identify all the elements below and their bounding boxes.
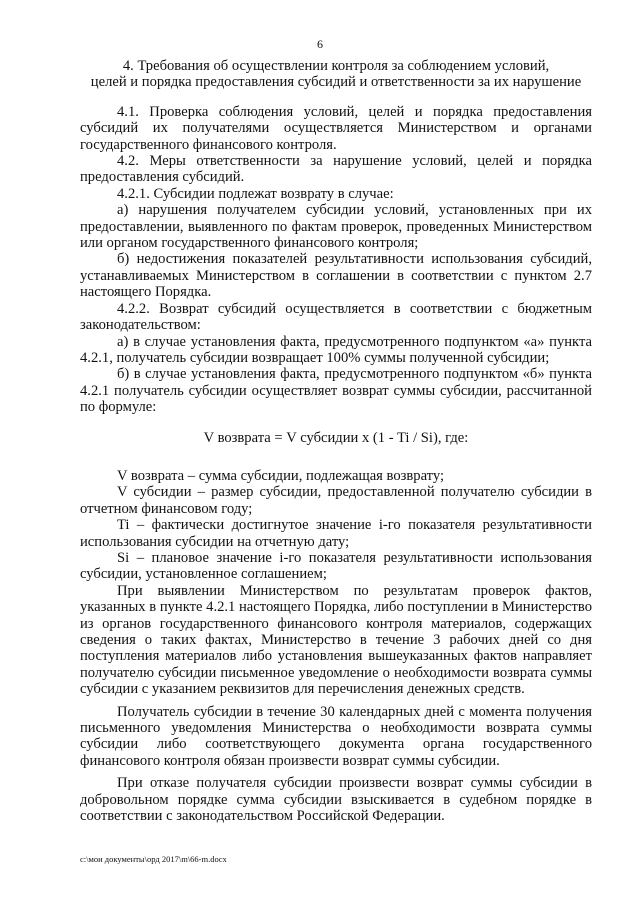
definition-si: Si – плановое значение i-го показателя результативности использования субсидии, установленное соглашением; bbox=[80, 549, 592, 583]
definition-ti: Ti – фактически достигнутое значение i-го показателя результативности использования субсидии на отчетную дату; bbox=[80, 517, 592, 550]
paragraph-notification: При выявлении Министерством по результатам проверок фактов, указанных в пункте 4.2.1 настоящего Порядка, либо поступлении в Министерство из органов государственного финансового контроля материалов, содержащих сведения о таких фактах, Министерство в течение 3 рабочих дней со дня поступления материалов либо установления вышеуказанных фактов направляет получателю субсидии письменное уведомление о необходимости возврата суммы субсидии с указанием реквизитов для перечисления денежных средств. bbox=[80, 582, 592, 698]
paragraph-4-1: 4.1. Проверка соблюдения условий, целей и порядка предоставления субсидий их получателями осуществляется Министерством и органами государственного финансового контроля. bbox=[80, 103, 592, 153]
paragraph-4-2-2-b: б) в случае установления факта, предусмотренного подпунктом «б» пункта 4.2.1 получатель субсидии осуществляет возврат суммы субсидии, рассчитанной по формуле: bbox=[80, 366, 592, 416]
paragraph-4-2-1-a: а) нарушения получателем субсидии условий, установленных при их предоставлении, выявленного по фактам проверок, проведенных Министерством или органом государственного финансового контроля; bbox=[80, 202, 592, 252]
paragraph-deadline: Получатель субсидии в течение 30 календарных дней с момента получения письменного уведомления Министерства о необходимости возврата суммы субсидии либо соответствующего документа органа государственного финансового контроля обязан произвести возврат суммы субсидии. bbox=[80, 703, 592, 769]
paragraph-court: При отказе получателя субсидии произвести возврат суммы субсидии в добровольном порядке сумма субсидии взыскивается в судебном порядке в соответствии с законодательством Российской Федерации. bbox=[80, 775, 592, 825]
paragraph-4-2-2: 4.2.2. Возврат субсидий осуществляется в соответствии с бюджетным законодательством: bbox=[80, 300, 592, 334]
file-path-footer: c:\мои документы\орд 2017\m\66-m.docx bbox=[80, 854, 227, 864]
definition-v-subsidy: V субсидии – размер субсидии, предоставленной получателю субсидии в отчетном финансовом году; bbox=[80, 484, 592, 517]
paragraph-4-2-1-b: б) недостижения показателей результативности использования субсидий, устанавливаемых Министерством в соглашении в соответствии с пунктом 2.7 настоящего Порядка. bbox=[80, 251, 592, 301]
document-body bbox=[80, 58, 592, 824]
page-number: 6 bbox=[317, 37, 323, 51]
paragraph-4-2-1: 4.2.1. Субсидии подлежат возврату в случае: bbox=[117, 185, 394, 202]
section-heading-line-2: целей и порядка предоставления субсидий и ответственности за их нарушение bbox=[90, 74, 582, 91]
definition-v-return: V возврата – сумма субсидии, подлежащая возврату; bbox=[117, 467, 445, 484]
section-heading-line-1: 4. Требования об осуществлении контроля за соблюдением условий, bbox=[122, 58, 550, 74]
formula: V возврата = V субсидии x (1 - Ti / Si), где: bbox=[203, 429, 469, 446]
paragraph-4-2-2-a: а) в случае установления факта, предусмотренного подпунктом «а» пункта 4.2.1, получатель субсидии возвращает 100% суммы полученной субсидии; bbox=[80, 333, 592, 366]
paragraph-4-2: 4.2. Меры ответственности за нарушение условий, целей и порядка предоставления субсидий. bbox=[80, 153, 592, 186]
